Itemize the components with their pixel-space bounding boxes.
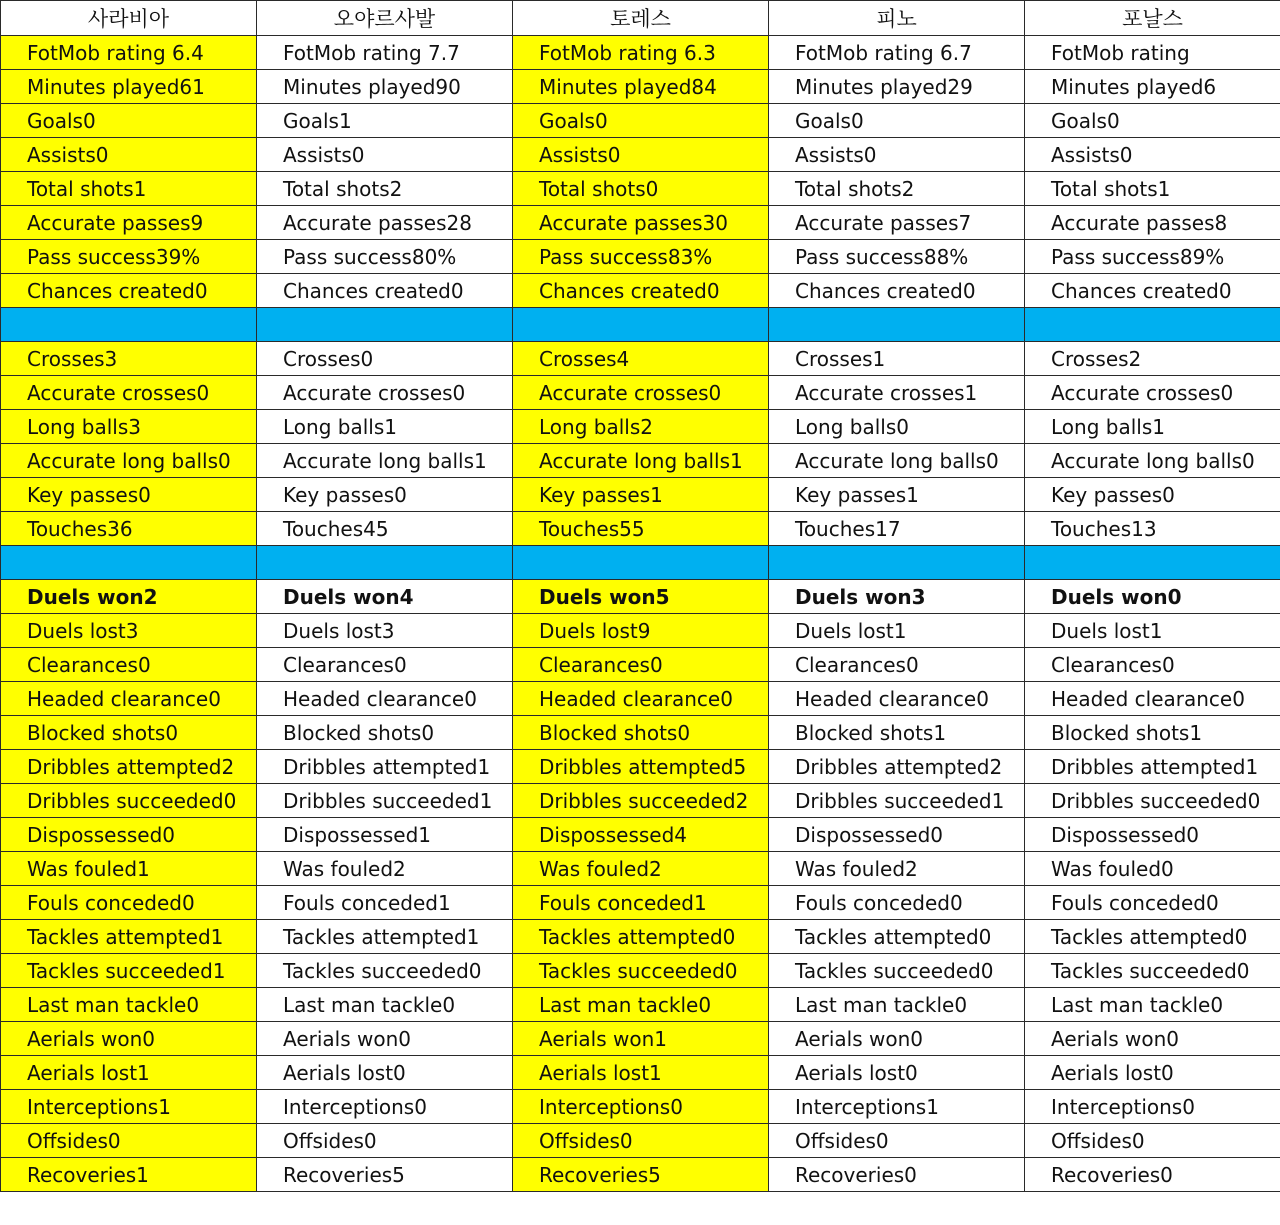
stat-cell: Duels lost3 [1, 614, 257, 648]
stat-row [1, 920, 1280, 954]
stat-cell: Pass success80% [257, 240, 513, 274]
stat-cell: Last man tackle0 [257, 988, 513, 1022]
stat-row [1, 36, 1280, 70]
stat-cell: Minutes played61 [1, 70, 257, 104]
stat-cell: Aerials won1 [513, 1022, 769, 1056]
stat-row [1, 716, 1280, 750]
stat-cell: Goals0 [513, 104, 769, 138]
stat-cell: Dribbles attempted2 [769, 750, 1025, 784]
stat-cell: Blocked shots1 [769, 716, 1025, 750]
stat-cell: Last man tackle0 [1, 988, 257, 1022]
stat-cell: Duels lost9 [513, 614, 769, 648]
separator-cell [1025, 308, 1280, 342]
stat-cell: Offsides0 [513, 1124, 769, 1158]
stat-cell: Offsides0 [1025, 1124, 1280, 1158]
stat-row [1, 138, 1280, 172]
stat-cell: Assists0 [769, 138, 1025, 172]
stat-cell: Accurate long balls0 [1, 444, 257, 478]
stat-row [1, 988, 1280, 1022]
stat-cell: Duels lost1 [769, 614, 1025, 648]
stat-row [1, 580, 1280, 614]
table-body [1, 36, 1280, 1192]
player-name-header: 사라비아 [1, 1, 257, 36]
stat-cell: Last man tackle0 [769, 988, 1025, 1022]
stat-row [1, 410, 1280, 444]
stat-cell: Recoveries1 [1, 1158, 257, 1192]
stat-cell: Aerials won0 [257, 1022, 513, 1056]
separator-cell [257, 546, 513, 580]
stat-cell: Interceptions1 [769, 1090, 1025, 1124]
stat-cell: Accurate crosses0 [257, 376, 513, 410]
stat-row [1, 512, 1280, 546]
stat-cell: Dribbles succeeded2 [513, 784, 769, 818]
stat-cell: Aerials lost0 [1025, 1056, 1280, 1090]
stat-cell: Crosses4 [513, 342, 769, 376]
stat-cell: Tackles succeeded1 [1, 954, 257, 988]
stat-cell: Headed clearance0 [1025, 682, 1280, 716]
stat-cell: Tackles succeeded0 [257, 954, 513, 988]
stat-cell: Long balls1 [1025, 410, 1280, 444]
stat-cell: Accurate passes28 [257, 206, 513, 240]
stat-cell: Tackles succeeded0 [769, 954, 1025, 988]
stat-cell: Duels won0 [1025, 580, 1280, 614]
stat-cell: Accurate crosses0 [513, 376, 769, 410]
stat-cell: Interceptions1 [1, 1090, 257, 1124]
stat-cell: Minutes played29 [769, 70, 1025, 104]
stat-cell: Recoveries0 [1025, 1158, 1280, 1192]
player-name-header: 포날스 [1025, 1, 1280, 36]
stat-cell: Blocked shots0 [257, 716, 513, 750]
stat-cell: FotMob rating 7.7 [257, 36, 513, 70]
stat-cell: Dribbles attempted1 [257, 750, 513, 784]
stat-cell: Pass success88% [769, 240, 1025, 274]
stat-cell: Chances created0 [257, 274, 513, 308]
stat-row [1, 784, 1280, 818]
stat-cell: FotMob rating [1025, 36, 1280, 70]
stat-cell: Crosses3 [1, 342, 257, 376]
stat-cell: Long balls0 [769, 410, 1025, 444]
player-name-header: 토레스 [513, 1, 769, 36]
stat-cell: Was fouled1 [1, 852, 257, 886]
stat-row [1, 70, 1280, 104]
separator-cell [1, 308, 257, 342]
stat-cell: FotMob rating 6.7 [769, 36, 1025, 70]
stat-cell: Touches13 [1025, 512, 1280, 546]
stat-cell: Last man tackle0 [513, 988, 769, 1022]
stat-cell: Blocked shots0 [513, 716, 769, 750]
stat-cell: Tackles attempted0 [513, 920, 769, 954]
stat-cell: Total shots2 [257, 172, 513, 206]
stat-cell: Accurate passes7 [769, 206, 1025, 240]
stat-cell: Accurate long balls0 [769, 444, 1025, 478]
stat-cell: Long balls3 [1, 410, 257, 444]
stat-cell: Offsides0 [257, 1124, 513, 1158]
stat-cell: Accurate crosses0 [1025, 376, 1280, 410]
stat-cell: Total shots1 [1025, 172, 1280, 206]
stat-cell: Pass success89% [1025, 240, 1280, 274]
stat-row [1, 1124, 1280, 1158]
stat-cell: Clearances0 [769, 648, 1025, 682]
stat-cell: FotMob rating 6.4 [1, 36, 257, 70]
stat-cell: Tackles attempted0 [1025, 920, 1280, 954]
stat-row [1, 1056, 1280, 1090]
stat-cell: Assists0 [1, 138, 257, 172]
stat-row [1, 172, 1280, 206]
stat-cell: Recoveries5 [513, 1158, 769, 1192]
stat-cell: Tackles succeeded0 [513, 954, 769, 988]
stat-cell: Aerials won0 [1025, 1022, 1280, 1056]
stat-cell: Dribbles attempted1 [1025, 750, 1280, 784]
stat-cell: Dribbles attempted5 [513, 750, 769, 784]
stat-row [1, 1090, 1280, 1124]
stat-row [1, 342, 1280, 376]
stat-cell: Tackles succeeded0 [1025, 954, 1280, 988]
stat-cell: Fouls conceded1 [513, 886, 769, 920]
stat-cell: Offsides0 [1, 1124, 257, 1158]
stat-cell: Headed clearance0 [257, 682, 513, 716]
stat-cell: Dribbles succeeded1 [769, 784, 1025, 818]
stat-cell: Long balls1 [257, 410, 513, 444]
stat-row [1, 750, 1280, 784]
separator-cell [513, 308, 769, 342]
stat-cell: Dribbles succeeded0 [1025, 784, 1280, 818]
stat-row [1, 954, 1280, 988]
stat-cell: Was fouled0 [1025, 852, 1280, 886]
stat-cell: Tackles attempted1 [257, 920, 513, 954]
stat-cell: Touches55 [513, 512, 769, 546]
stat-cell: Touches17 [769, 512, 1025, 546]
stat-cell: Dispossessed4 [513, 818, 769, 852]
stat-cell: Recoveries5 [257, 1158, 513, 1192]
stat-cell: Assists0 [513, 138, 769, 172]
stat-cell: Was fouled2 [513, 852, 769, 886]
stat-cell: Pass success39% [1, 240, 257, 274]
stat-cell: Touches36 [1, 512, 257, 546]
stat-cell: Minutes played6 [1025, 70, 1280, 104]
stat-cell: Chances created0 [769, 274, 1025, 308]
stat-cell: Aerials lost1 [1, 1056, 257, 1090]
stat-cell: Minutes played90 [257, 70, 513, 104]
separator-cell [769, 546, 1025, 580]
stat-cell: Key passes1 [513, 478, 769, 512]
stat-cell: Clearances0 [1, 648, 257, 682]
stat-cell: Crosses0 [257, 342, 513, 376]
stat-row [1, 614, 1280, 648]
stat-cell: Total shots2 [769, 172, 1025, 206]
section-separator-row [1, 308, 1280, 342]
stat-cell: Key passes0 [257, 478, 513, 512]
stat-cell: Crosses2 [1025, 342, 1280, 376]
stat-cell: Long balls2 [513, 410, 769, 444]
stat-cell: Accurate crosses1 [769, 376, 1025, 410]
stat-cell: Tackles attempted0 [769, 920, 1025, 954]
stat-cell: Fouls conceded0 [1025, 886, 1280, 920]
stat-cell: Accurate passes9 [1, 206, 257, 240]
stat-cell: Interceptions0 [1025, 1090, 1280, 1124]
stat-cell: Aerials won0 [1, 1022, 257, 1056]
stat-cell: Accurate long balls0 [1025, 444, 1280, 478]
stat-cell: Last man tackle0 [1025, 988, 1280, 1022]
stat-cell: Goals0 [769, 104, 1025, 138]
stat-cell: Tackles attempted1 [1, 920, 257, 954]
separator-cell [1, 546, 257, 580]
stat-cell: Dispossessed0 [1025, 818, 1280, 852]
separator-cell [513, 546, 769, 580]
stat-row [1, 206, 1280, 240]
stat-cell: Goals0 [1025, 104, 1280, 138]
player-name-header: 오야르사발 [257, 1, 513, 36]
stat-cell: Aerials lost1 [513, 1056, 769, 1090]
stat-cell: Dispossessed0 [769, 818, 1025, 852]
stat-cell: Fouls conceded0 [769, 886, 1025, 920]
stat-cell: Headed clearance0 [1, 682, 257, 716]
stat-row [1, 478, 1280, 512]
stat-cell: Interceptions0 [513, 1090, 769, 1124]
stat-cell: Accurate crosses0 [1, 376, 257, 410]
stat-cell: Recoveries0 [769, 1158, 1025, 1192]
stat-cell: Headed clearance0 [769, 682, 1025, 716]
stat-cell: Minutes played84 [513, 70, 769, 104]
stat-row [1, 376, 1280, 410]
stat-cell: Dribbles succeeded1 [257, 784, 513, 818]
stat-cell: Key passes0 [1025, 478, 1280, 512]
stat-cell: Goals1 [257, 104, 513, 138]
player-name-header: 피노 [769, 1, 1025, 36]
stat-cell: Aerials lost0 [257, 1056, 513, 1090]
stat-cell: Dribbles attempted2 [1, 750, 257, 784]
stat-cell: Clearances0 [1025, 648, 1280, 682]
stat-cell: Duels lost3 [257, 614, 513, 648]
stat-cell: Assists0 [1025, 138, 1280, 172]
stat-cell: Crosses1 [769, 342, 1025, 376]
stat-row [1, 1022, 1280, 1056]
stat-cell: Duels won3 [769, 580, 1025, 614]
stat-cell: Headed clearance0 [513, 682, 769, 716]
stat-cell: Interceptions0 [257, 1090, 513, 1124]
stat-row [1, 1158, 1280, 1192]
stat-cell: Total shots0 [513, 172, 769, 206]
stat-cell: Total shots1 [1, 172, 257, 206]
stat-row [1, 240, 1280, 274]
stat-cell: Blocked shots0 [1, 716, 257, 750]
stat-cell: Clearances0 [513, 648, 769, 682]
stat-cell: Chances created0 [513, 274, 769, 308]
stat-cell: Aerials won0 [769, 1022, 1025, 1056]
stat-cell: Accurate long balls1 [513, 444, 769, 478]
stat-cell: Dribbles succeeded0 [1, 784, 257, 818]
stat-cell: Blocked shots1 [1025, 716, 1280, 750]
stat-cell: Fouls conceded0 [1, 886, 257, 920]
stat-cell: Dispossessed1 [257, 818, 513, 852]
stat-cell: Duels won5 [513, 580, 769, 614]
stat-cell: Fouls conceded1 [257, 886, 513, 920]
stat-row [1, 818, 1280, 852]
stat-cell: Was fouled2 [257, 852, 513, 886]
stat-cell: Duels won2 [1, 580, 257, 614]
stat-cell: Touches45 [257, 512, 513, 546]
stat-cell: Offsides0 [769, 1124, 1025, 1158]
stat-cell: Pass success83% [513, 240, 769, 274]
stat-row [1, 682, 1280, 716]
stat-cell: Accurate long balls1 [257, 444, 513, 478]
table-header [1, 1, 1280, 36]
separator-cell [1025, 546, 1280, 580]
stat-row [1, 852, 1280, 886]
stat-row [1, 648, 1280, 682]
stat-cell: Goals0 [1, 104, 257, 138]
stat-row [1, 444, 1280, 478]
stat-cell: Accurate passes30 [513, 206, 769, 240]
stat-cell: Accurate passes8 [1025, 206, 1280, 240]
stat-cell: Was fouled2 [769, 852, 1025, 886]
stat-cell: FotMob rating 6.3 [513, 36, 769, 70]
stat-cell: Duels lost1 [1025, 614, 1280, 648]
section-separator-row [1, 546, 1280, 580]
separator-cell [257, 308, 513, 342]
stat-cell: Key passes0 [1, 478, 257, 512]
stat-cell: Aerials lost0 [769, 1056, 1025, 1090]
stat-row [1, 886, 1280, 920]
stat-cell: Key passes1 [769, 478, 1025, 512]
stat-cell: Dispossessed0 [1, 818, 257, 852]
stat-row [1, 274, 1280, 308]
header-row [1, 1, 1280, 36]
stat-cell: Duels won4 [257, 580, 513, 614]
stat-cell: Clearances0 [257, 648, 513, 682]
separator-cell [769, 308, 1025, 342]
stat-cell: Assists0 [257, 138, 513, 172]
stat-row [1, 104, 1280, 138]
stat-cell: Chances created0 [1025, 274, 1280, 308]
stat-cell: Chances created0 [1, 274, 257, 308]
